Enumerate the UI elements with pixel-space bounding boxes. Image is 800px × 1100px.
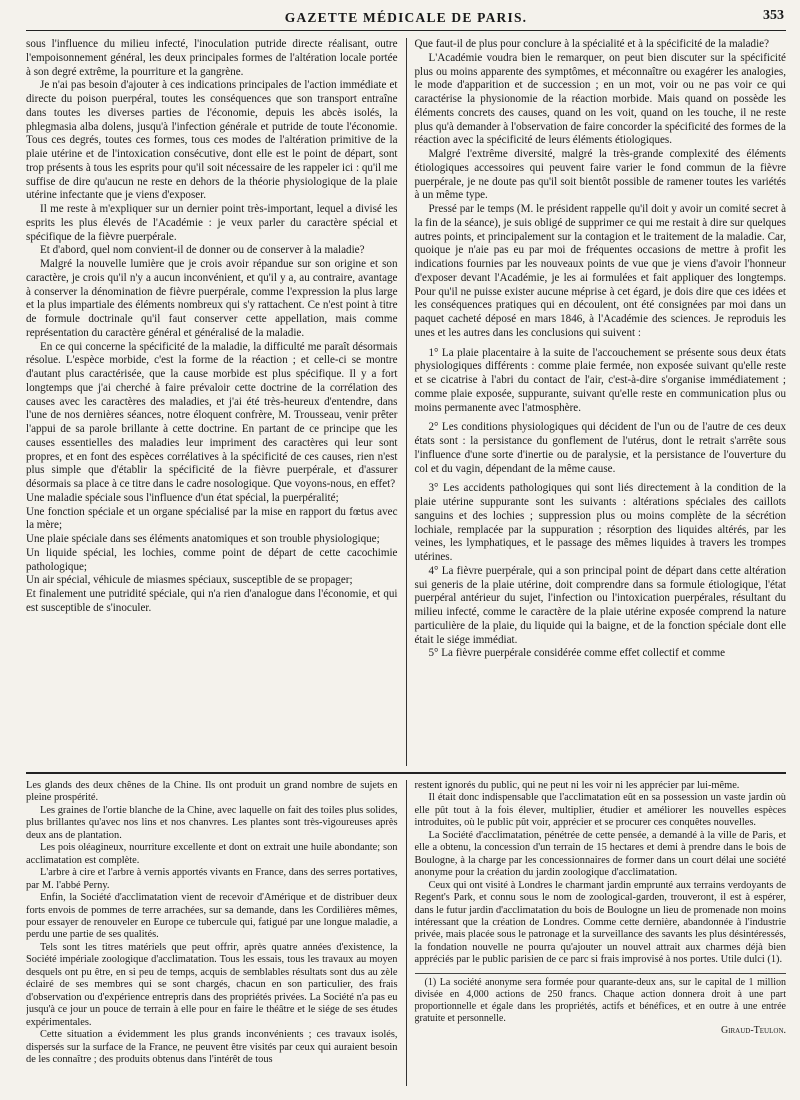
paragraph: Et d'abord, quel nom convient-il de donner ou de conserver à la maladie? [40,244,365,257]
paragraph: Les glands des deux chênes de la Chine. Ils ont produit un grand nombre de sujets en pleine prospérité. [26,780,398,804]
feuilleton-column-right [407,780,787,1086]
paragraph: Il me reste à m'expliquer sur un dernier point très-important, lequel a divisé les esprits les plus élevés de l'Académie : je veux parler du caractère spécial et spécifique de la fièvre puerpérale. [26,203,398,243]
paragraph: Les graines de l'ortie blanche de la Chine, avec laquelle on fait des toiles plus solides, plus brillantes qu'avec nos lins et nos chanvres. Les plantes sont très-vigoureuses après deux ans de plantation. [26,804,398,841]
paragraph: restent ignorés du public, qui ne peut ni les voir ni les apprécier par lui-même. [414,780,740,791]
paragraph: 1° La plaie placentaire à la suite de l'accouchement se présente sous deux états physiologiques différents : comme plaie fermée, non exposée suivant qu'elle reste et se cicatrise à l'abri du contact de l'air, c'est-à-dire s'organise immédiatement ; comme plaie exposée, suppurante, suivant qu'elle reste en communication plus ou moins permanente avec l'atmosphère. [414,346,786,414]
paragraph: La Société d'acclimatation, pénétrée de cette pensée, a demandé à la ville de Paris, et elle a obtenu, la concession d'un terrain de 15 hectares et demi à prendre dans le bois de Boulogne, à la charge par les concessionnaires de former dans un court délai une société anonyme pour la création du jardin zoologique d'acclimatation. [414,829,786,879]
paragraph: Je n'ai pas besoin d'ajouter à ces indications principales de l'action immédiate et directe du poison puerpéral, toutes les conséquences que son transport entraîne dans toutes les diverses parties de l'économie, depuis les abcès isolés, la phlegmasia alba dolens, jusqu'à l'infection générale et putride de toute l'économie. Tous ces degrés, toutes ces formes, tous ces modes de l'altération primitive de la plaie utérine et de l'intoxication consécutive, dont elle est le point de départ, sont trop présents à tous les esprits pour qu'il soit nécessaire de les rappeler ici : qu'il me suffise de dire qu'aucun ne reste en dehors de la théorie physiologique de la plaie utérine infectante que je viens d'exposer. [26,79,398,202]
paragraph: Il était donc indispensable que l'acclimatation eût en sa possession un vaste jardin où elle pût tout à la fois élever, multiplier, étudier et améliorer les nouvelles espèces introduites, où le public pût voir, apprécier et se procurer ces conquêtes nouvelles. [414,792,786,829]
author-signature: Giraud-Teulon. [720,1024,786,1036]
paragraph: Tels sont les titres matériels que peut offrir, après quatre années d'existence, la Société impériale zoologique d'acclimatation. Tous les essais, tous les travaux au moyen desquels ont pu être, en si peu de temps, acquis de semblables résultats sont dus au zèle éclairé de ses membres qui se sont chargés, chacun en son particulier, des frais d'observation ou d'expérience entrepris dans des propriétés privées. La Société n'a pas eu jusqu'à ce jour un pouce de terrain à elle pour en faire le théâtre et le siége de ses études expérimentales. [26,941,398,1028]
paragraph: Les pois oléagineux, nourriture excellente et dont on extrait une huile abondante; son acclimatation est complète. [26,842,398,866]
paragraph: Un air spécial, véhicule de miasmes spéciaux, susceptible de se propager; [26,574,353,587]
footnote [415,973,787,1037]
article-column-left [26,38,406,766]
paragraph: Pressé par le temps (M. le président rappelle qu'il doit y avoir un comité secret à la fin de la séance), je suis obligé de supprimer ce qui me restait à dire sur quelques autres points, et principalement sur la contagion et le traitement de la maladie. Car, quoique je n'aie pas eu par moi de fréquentes occasions de mettre à profit les indications fournies par les nouveaux points de vue que je viens d'avoir l'honneur d'exposer devant l'Académie, je les ai formulées et fait appliquer des longtemps. Pour qu'il ne puisse exister aucune méprise à cet égard, je dois dire que ces idées et les conséquences pratiques qui en découlent, ont été consignées par moi dans un paquet cacheté déposé en mars 1846, à l'Académie des sciences. Je reproduis les unes et les autres dans les conclusions qui suivent : [414,203,786,339]
paragraph: En ce qui concerne la spécificité de la maladie, la difficulté me paraît désormais résolue. L'espèce morbide, c'est la forme de la réaction ; et celle-ci se montre d'autant plus caractérisée, que la cause morbide est plus spécifique. Il y a fort longtemps que j'ai cherché à faire prévaloir cette doctrine de la corrélation des causes avec les caractères des maladies, et j'ai été très-heureux d'entendre, dans l'une de nos dernières séances, notre éloquent confrère, M. Trousseau, venir prêter l'appui de sa parole brillante à cette doctrine. En partant de ce principe que les causes essentielles des maladies leur impriment des caractères qui leur sont propres, et en font des espèces corrélatives à la spécificité de ces causes, rien n'est plus simple que d'établir la spécificité de la fièvre puerpérale, et d'assurer désormais sa place à ce titre dans le cadre nosologique. Que voyons-nous, en effet? [26,340,398,490]
feuilleton-section [26,780,786,1086]
paragraph: Un liquide spécial, les lochies, comme point de départ de cette cacochimie pathologique; [26,546,398,573]
feuilleton-divider [26,772,786,774]
paragraph: Une fonction spéciale et un organe spécialisé par la mise en rapport du fœtus avec la mère; [26,505,398,532]
article-section [26,38,786,766]
paragraph: Une plaie spéciale dans ses éléments anatomiques et son trouble physiologique; [26,533,380,545]
article-column-right [407,38,787,766]
paragraph: Ceux qui ont visité à Londres le charmant jardin emprunté aux terrains verdoyants de Regent's Park, et connu sous le nom de zoological-garden, trouveront, il est à espérer, dans le futur jardin d'acclimatation du bois de Boulogne un lieu de promenade non moins intéressant que la création de Londres. Comme cette dernière, abandonnée à l'industrie privée, mais placée sous le patronage et la surveillance des savants les plus désintéressés, la fondation nouvelle ne pourra qu'ajouter un nouvel attrait aux charmes déjà bien appréciés par le public parisien de ce parc si frais improvisé à nos portes. Utile dulci (1). [414,879,786,966]
journal-title: GAZETTE MÉDICALE DE PARIS. [284,10,528,25]
paragraph: Malgré l'extrême diversité, malgré la très-grande complexité des éléments étiologiques accessoires qui peuvent faire varier le fond commun de la fièvre puerpérale, je ne doute pas qu'il soit bientôt possible de ramener toutes les variétés à un même type. [414,148,786,202]
paragraph: 2° Les conditions physiologiques qui décident de l'un ou de l'autre de ces deux états sont : la persistance du gonflement de l'utérus, dont le retrait s'arrête sous l'influence d'une sorte d'inertie ou de paralysie, et la persistance de l'ouverture du col et du vagin, dépendant de la même cause. [414,421,786,475]
paragraph: Enfin, la Société d'acclimatation vient de recevoir d'Amérique et de distribuer deux forts envois de pommes de terre arrachées, sur sa demande, dans les Cordilières mêmes, pour essayer de renouveler en Europe ce tubercule qui, fatigué par une longue maladie, a perdu une partie de ses qualités. [26,892,398,941]
paragraph: 5° La fièvre puerpérale considérée comme effet collectif et comme [428,647,726,660]
footnote-text: (1) La société anonyme sera formée pour quarante-deux ans, sur le capital de 1 million divisée en 4,000 actions de 250 francs. Chaque action donnera droit à une part proportionnelle et égale dans les propriétés, actifs et bénéfices, et en outre à une entrée gratuite et personnelle. [414,976,786,1024]
paragraph: Et finalement une putridité spéciale, qui n'a rien d'analogue dans l'économie, et qui est susceptible de s'inoculer. [26,588,398,614]
feuilleton-column-left [26,780,406,1086]
paragraph: sous l'influence du milieu infecté, l'inoculation putride directe réalisant, outre l'empoisonnement général, les deux principales formes de l'altération locale portée à son degré extrême, la pourriture et la gangrène. [26,38,398,78]
paragraph: Que faut-il de plus pour conclure à la spécialité et à la spécificité de la maladie? [414,38,770,50]
paragraph: Cette situation a évidemment les plus grands inconvénients ; ces travaux isolés, dispersés sur la surface de la France, ne peuvent être visités par ceux qui auraient besoin de les connaître ; des produits obtenus dans l'intérêt de tous [26,1029,398,1065]
paragraph: Une maladie spéciale sous l'influence d'un état spécial, la puerpéralité; [26,491,339,504]
paragraph: 4° La fièvre puerpérale, qui a son principal point de départ dans cette altération sui generis de la plaie utérine, doit comprendre dans sa formule étiologique, l'état puerpéral antérieur du sujet, l'infection ou l'intoxication puerpérales, résultant du milieu infecté, comme le caractère de la plaie utérine exposée comprend la nature particulière de la plaie, du liquide qui la baigne, et de la fonction spéciale dont elle était le siége immédiat. [414,564,786,646]
page-number: 353 [763,8,784,23]
paragraph: 3° Les accidents pathologiques qui sont liés directement à la condition de la plaie utérine suppurante sont les suivants : altérations spéciales des caillots sanguins et des lochies ; suppression plus ou moins complète de la sécrétion lochiale, remplacée par la suppuration ; résorption des liquides altérés, par les veines, les lymphatiques, et le passage des mêmes liquides à travers les trompes utérines. [414,482,786,563]
paragraph: L'arbre à cire et l'arbre à vernis apportés vivants en France, dans des serres portatives, par M. l'abbé Perny. [26,867,398,891]
paragraph: L'Académie voudra bien le remarquer, on peut bien discuter sur la spécificité plus ou moins apparente des symptômes, et méconnaître ou exagérer les analogies, le mode d'apparition et de succession ; en un mot, voir ou ne pas voir ce qui caractérise la physionomie de la réaction morbide. Mais quand on possède les éléments concrets des causes, quand on les voit, quand on les touche, il ne reste plus qu'à demander à l'observation de faire concorder la spécificité des formes de la réaction avec la spécificité de leurs éléments étiologiques. [414,51,786,147]
paragraph: Malgré la nouvelle lumière que je crois avoir répandue sur son origine et son caractère, je crois qu'il n'y a aucun inconvénient, et qu'il y a, au contraire, avantage à conserver la dénomination de fièvre puerpérale, comme l'expression la plus large et la plus impartiale des éléments nombreux qui s'y rattachent. Ce n'est point à titre de formule doctrinale qu'il faut conserver cette appellation, mais comme représentation du caractère général et généralisé de la maladie. [26,258,398,339]
page-header [26,0,786,31]
